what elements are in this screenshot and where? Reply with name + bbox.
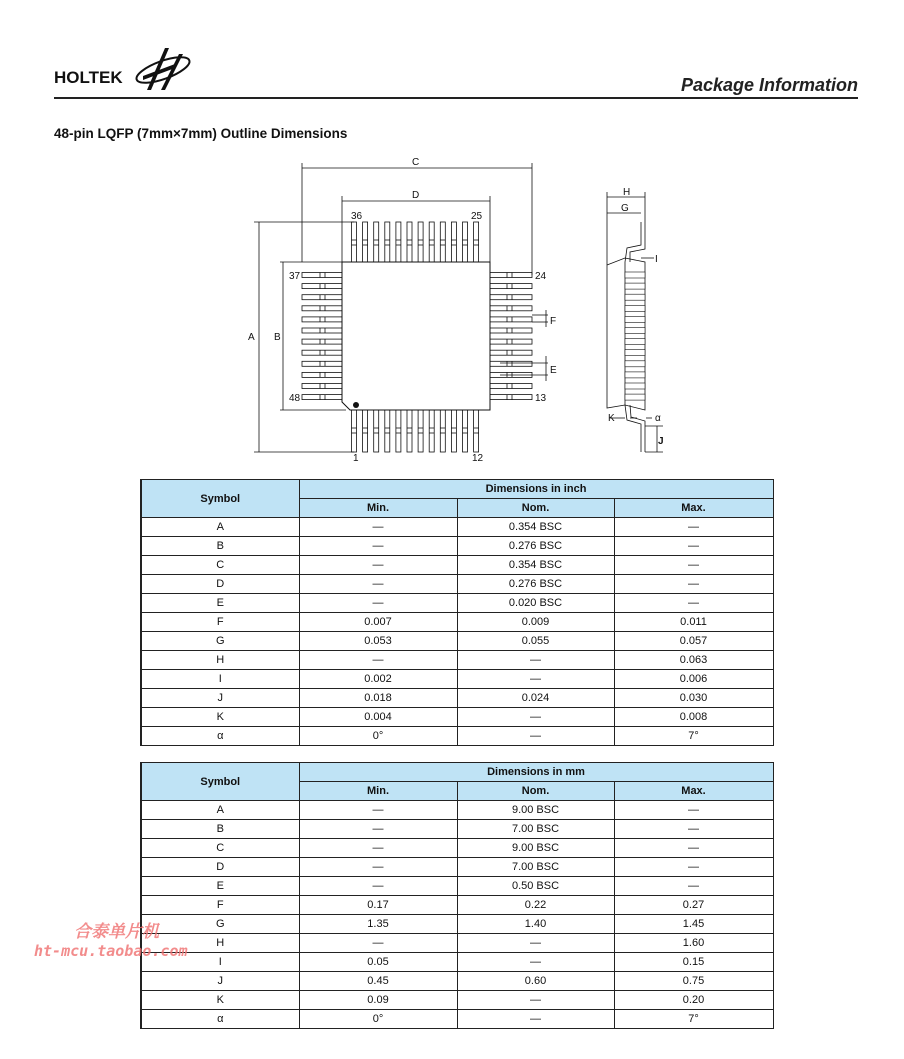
min-cell: 0.002: [299, 670, 457, 689]
dim-label-b: B: [274, 332, 281, 343]
nom-cell: 0.055: [457, 632, 614, 651]
max-cell: 0.006: [614, 670, 773, 689]
min-cell: —: [299, 594, 457, 613]
dim-label-h: H: [623, 187, 631, 198]
table-row: [141, 632, 773, 651]
dim-label-k: K: [608, 413, 615, 424]
pin-top: [396, 222, 401, 262]
pin-bottom: [363, 410, 368, 452]
pin-bottom: [418, 410, 423, 452]
symbol-cell: A: [141, 518, 299, 537]
pin-bottom: [374, 410, 379, 452]
min-cell: —: [299, 839, 457, 858]
pin-left: [302, 361, 342, 366]
max-cell: 0.27: [614, 896, 773, 915]
pin-bottom: [429, 410, 434, 452]
nom-cell: 0.276 BSC: [457, 537, 614, 556]
col-max: Max.: [614, 782, 773, 801]
pin-top: [429, 222, 434, 262]
nom-cell: —: [457, 991, 614, 1010]
group-header: Dimensions in mm: [299, 763, 773, 782]
symbol-cell: G: [141, 915, 299, 934]
side-pin: [625, 394, 645, 400]
min-cell: —: [299, 556, 457, 575]
table-row: [141, 556, 773, 575]
pin-label-1: 1: [353, 453, 359, 464]
col-min: Min.: [299, 499, 457, 518]
pin-left: [302, 372, 342, 377]
max-cell: —: [614, 594, 773, 613]
max-cell: 0.057: [614, 632, 773, 651]
header-title: Package Information: [680, 75, 858, 95]
table-row: [141, 877, 773, 896]
dimensions-mm-table: [140, 762, 774, 1029]
table-row: [141, 518, 773, 537]
min-cell: 0.007: [299, 613, 457, 632]
pin-left: [302, 284, 342, 289]
side-pin: [625, 272, 645, 278]
min-cell: 0.17: [299, 896, 457, 915]
table-row: [141, 613, 773, 632]
pin-right: [490, 384, 532, 389]
pin-left: [302, 317, 342, 322]
table-row: [141, 858, 773, 877]
dim-label-f: F: [550, 316, 557, 327]
nom-cell: 0.22: [457, 896, 614, 915]
pin-top: [407, 222, 412, 262]
table-row: [141, 839, 773, 858]
col-min: Min.: [299, 782, 457, 801]
dimensions-inch-table: [140, 479, 774, 746]
table-row: [141, 651, 773, 670]
table-row: [141, 594, 773, 613]
min-cell: —: [299, 934, 457, 953]
nom-cell: —: [457, 934, 614, 953]
dim-label-e: E: [550, 365, 557, 376]
symbol-cell: F: [141, 613, 299, 632]
max-cell: 0.063: [614, 651, 773, 670]
max-cell: —: [614, 556, 773, 575]
package-body: [342, 262, 490, 410]
symbol-cell: C: [141, 556, 299, 575]
pin-right: [490, 361, 532, 366]
symbol-cell: A: [141, 801, 299, 820]
min-cell: 0.018: [299, 689, 457, 708]
pin-left: [302, 339, 342, 344]
nom-cell: —: [457, 708, 614, 727]
symbol-cell: K: [141, 991, 299, 1010]
symbol-cell: J: [141, 972, 299, 991]
side-pin: [625, 372, 645, 378]
max-cell: —: [614, 518, 773, 537]
table-row: [141, 820, 773, 839]
min-cell: 0.004: [299, 708, 457, 727]
pin-left: [302, 328, 342, 333]
max-cell: 7°: [614, 727, 773, 746]
dim-label-i: I: [655, 254, 658, 265]
symbol-cell: F: [141, 896, 299, 915]
pin-left: [302, 384, 342, 389]
side-pin: [625, 328, 645, 334]
min-cell: —: [299, 877, 457, 896]
symbol-cell: H: [141, 934, 299, 953]
dim-label-g: G: [621, 203, 629, 214]
symbol-cell: K: [141, 708, 299, 727]
min-cell: —: [299, 858, 457, 877]
side-pin: [625, 316, 645, 322]
table-row: [141, 953, 773, 972]
symbol-header: Symbol: [141, 763, 299, 801]
group-header: Dimensions in inch: [299, 480, 773, 499]
pin-left: [302, 295, 342, 300]
min-cell: —: [299, 537, 457, 556]
pin-label-24: 24: [535, 271, 547, 282]
pin-label-13: 13: [535, 393, 547, 404]
min-cell: —: [299, 575, 457, 594]
dim-label-a: A: [248, 332, 255, 343]
nom-cell: 0.024: [457, 689, 614, 708]
symbol-header: Symbol: [141, 480, 299, 518]
col-nom: Nom.: [457, 782, 614, 801]
pin-label-36: 36: [351, 211, 363, 222]
side-pin: [625, 305, 645, 311]
pin-bottom: [407, 410, 412, 452]
symbol-cell: α: [141, 727, 299, 746]
nom-cell: 1.40: [457, 915, 614, 934]
nom-cell: —: [457, 670, 614, 689]
nom-cell: 0.354 BSC: [457, 518, 614, 537]
nom-cell: 9.00 BSC: [457, 801, 614, 820]
col-nom: Nom.: [457, 499, 614, 518]
table-row: [141, 896, 773, 915]
pin-top: [463, 222, 468, 262]
pin-bottom: [463, 410, 468, 452]
pin-right: [490, 339, 532, 344]
watermark-url: ht-mcu.taobao.com: [34, 942, 188, 960]
pin-top: [440, 222, 445, 262]
max-cell: —: [614, 839, 773, 858]
pin-label-12: 12: [472, 453, 484, 464]
pin-right: [490, 350, 532, 355]
pin-right: [490, 328, 532, 333]
pin-left: [302, 350, 342, 355]
pin-bottom: [451, 410, 456, 452]
pin-right: [490, 317, 532, 322]
side-pin: [625, 383, 645, 389]
pin-top: [352, 222, 357, 262]
symbol-cell: I: [141, 953, 299, 972]
pin-bottom: [385, 410, 390, 452]
table-row: [141, 972, 773, 991]
pin-right: [490, 295, 532, 300]
min-cell: 1.35: [299, 915, 457, 934]
table-row: [141, 991, 773, 1010]
section-title: 48-pin LQFP (7mm×7mm) Outline Dimensions: [54, 126, 348, 141]
table-row: [141, 670, 773, 689]
side-pin: [625, 339, 645, 345]
max-cell: 0.20: [614, 991, 773, 1010]
symbol-cell: G: [141, 632, 299, 651]
pin-right: [490, 284, 532, 289]
max-cell: —: [614, 877, 773, 896]
min-cell: —: [299, 651, 457, 670]
pin-bottom: [440, 410, 445, 452]
max-cell: 1.45: [614, 915, 773, 934]
pin-label-37: 37: [289, 271, 301, 282]
pin1-marker: [353, 402, 359, 408]
min-cell: 0.05: [299, 953, 457, 972]
min-cell: —: [299, 801, 457, 820]
nom-cell: 0.020 BSC: [457, 594, 614, 613]
max-cell: —: [614, 575, 773, 594]
nom-cell: 7.00 BSC: [457, 858, 614, 877]
nom-cell: —: [457, 953, 614, 972]
pin-right: [490, 273, 532, 278]
table-row: [141, 575, 773, 594]
min-cell: 0°: [299, 1010, 457, 1029]
table-row: [141, 915, 773, 934]
pin-left: [302, 395, 342, 400]
table-row: [141, 689, 773, 708]
pin-left: [302, 306, 342, 311]
max-cell: 7°: [614, 1010, 773, 1029]
nom-cell: 0.009: [457, 613, 614, 632]
nom-cell: 0.354 BSC: [457, 556, 614, 575]
max-cell: 0.008: [614, 708, 773, 727]
dim-label-alpha: α: [655, 413, 661, 424]
pin-right: [490, 395, 532, 400]
symbol-cell: B: [141, 820, 299, 839]
symbol-cell: D: [141, 575, 299, 594]
table-row: [141, 1010, 773, 1029]
side-pin: [625, 350, 645, 356]
side-pin: [625, 294, 645, 300]
pin-top: [418, 222, 423, 262]
pin-left: [302, 273, 342, 278]
nom-cell: 7.00 BSC: [457, 820, 614, 839]
symbol-cell: H: [141, 651, 299, 670]
max-cell: 0.011: [614, 613, 773, 632]
pin-bottom: [396, 410, 401, 452]
col-max: Max.: [614, 499, 773, 518]
watermark-cn: 合泰单片机: [74, 922, 159, 941]
symbol-cell: E: [141, 877, 299, 896]
table-row: [141, 708, 773, 727]
pin-top: [374, 222, 379, 262]
symbol-cell: B: [141, 537, 299, 556]
nom-cell: —: [457, 727, 614, 746]
nom-cell: —: [457, 1010, 614, 1029]
table-row: [141, 934, 773, 953]
max-cell: —: [614, 820, 773, 839]
max-cell: 0.75: [614, 972, 773, 991]
side-pin: [625, 361, 645, 367]
min-cell: —: [299, 820, 457, 839]
pin-top: [385, 222, 390, 262]
nom-cell: —: [457, 651, 614, 670]
pin-top: [451, 222, 456, 262]
max-cell: —: [614, 858, 773, 877]
symbol-cell: α: [141, 1010, 299, 1029]
max-cell: —: [614, 801, 773, 820]
max-cell: 0.030: [614, 689, 773, 708]
symbol-cell: E: [141, 594, 299, 613]
pin-label-48: 48: [289, 393, 301, 404]
pin-top: [474, 222, 479, 262]
pin-top: [363, 222, 368, 262]
min-cell: 0.053: [299, 632, 457, 651]
table-row: [141, 537, 773, 556]
table-row: [141, 727, 773, 746]
min-cell: 0°: [299, 727, 457, 746]
pin-bottom: [352, 410, 357, 452]
symbol-cell: D: [141, 858, 299, 877]
holtek-logo-text: HOLTEK: [54, 68, 123, 87]
package-outline-diagram: [0, 0, 904, 470]
nom-cell: 0.276 BSC: [457, 575, 614, 594]
nom-cell: 0.50 BSC: [457, 877, 614, 896]
min-cell: —: [299, 518, 457, 537]
pin-bottom: [474, 410, 479, 452]
max-cell: —: [614, 537, 773, 556]
table-row: [141, 801, 773, 820]
symbol-cell: J: [141, 689, 299, 708]
dim-label-d: D: [412, 190, 420, 201]
pin-right: [490, 306, 532, 311]
symbol-cell: C: [141, 839, 299, 858]
pin-label-25: 25: [471, 211, 483, 222]
max-cell: 1.60: [614, 934, 773, 953]
symbol-cell: I: [141, 670, 299, 689]
min-cell: 0.45: [299, 972, 457, 991]
watermark: [34, 917, 188, 960]
dim-label-c: C: [412, 157, 420, 168]
max-cell: 0.15: [614, 953, 773, 972]
min-cell: 0.09: [299, 991, 457, 1010]
dim-label-j: J: [658, 436, 664, 447]
nom-cell: 0.60: [457, 972, 614, 991]
nom-cell: 9.00 BSC: [457, 839, 614, 858]
side-pin: [625, 283, 645, 289]
